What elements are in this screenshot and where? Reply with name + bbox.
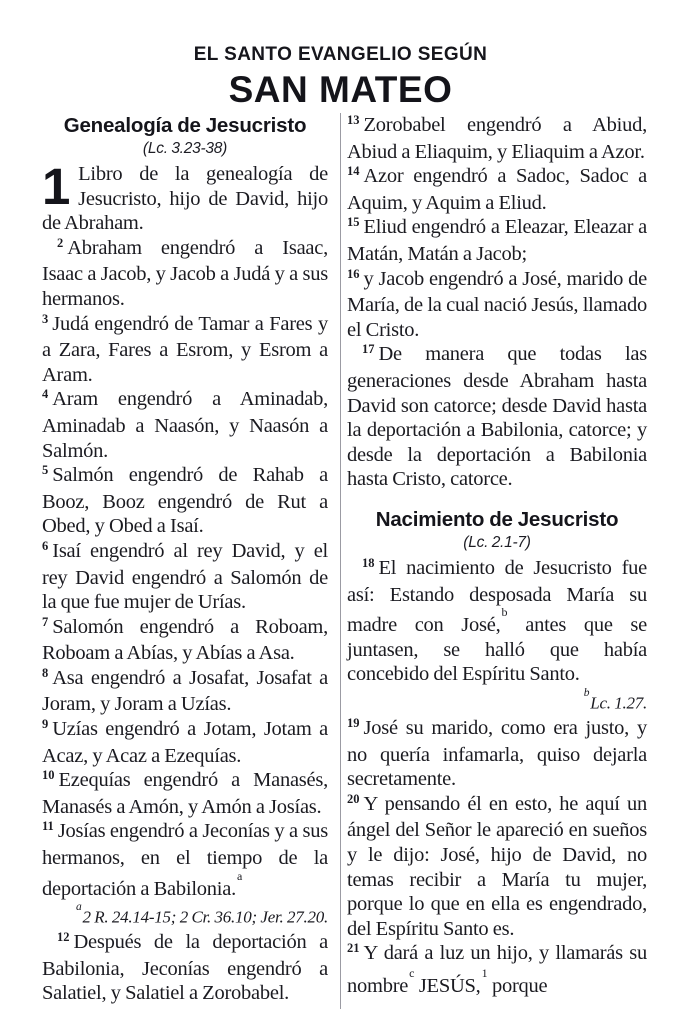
verse — [42, 312, 328, 388]
verse-text: Abraham engendró a Isaac, Isaac a Jacob, y Jacob a Judá y a sus hermanos. — [42, 236, 328, 310]
verse-text: Salmón engendró de Rahab a Booz, Booz engendró de Rut a Obed, y Obed a Isaí. — [42, 464, 328, 538]
verse — [347, 113, 647, 164]
verse-text: porque — [487, 974, 548, 997]
verse-text: y Jacob engendró a José, marido de María, de la cual nació Jesús, llamado el Cristo. — [347, 267, 647, 341]
verse-number: 4 — [42, 387, 49, 402]
footnote-reference-mark: 1 — [481, 965, 488, 980]
verse-text: Azor engendró a Sadoc, Sadoc a Aquim, y Aquim a Eliud. — [347, 165, 647, 214]
footnote-reference-mark: c — [409, 965, 415, 980]
verse-number: 21 — [347, 941, 360, 956]
gospel-kicker: EL SANTO EVANGELIO SEGÚN — [193, 44, 488, 65]
footnote-text: 2 R. 24.14-15; 2 Cr. 36.10; Jer. 27.20. — [82, 907, 328, 927]
verse-number: 18 — [362, 555, 375, 570]
verse-number: 15 — [347, 215, 360, 230]
verse-number: 19 — [347, 715, 360, 730]
verse-text: Isaí engendró al rey David, y el rey David engendró a Salomón de la que fue mujer de Urías. — [42, 539, 328, 614]
footnote-reference-mark: a — [236, 868, 243, 883]
verse-text: Judá engendró de Tamar a Fares y a Zara, Fares a Esrom, y Esrom a Aram. — [42, 312, 328, 386]
verse-text: antes que se juntasen, se halló que había concebido del Espíritu Santo. — [347, 613, 648, 686]
verse-text: JESÚS, — [414, 974, 481, 997]
verse — [347, 215, 647, 266]
footnote — [42, 901, 328, 930]
verse — [42, 236, 328, 312]
parallel-passage-reference: (Lc. 2.1-7) — [463, 533, 531, 551]
section-heading: Nacimiento de Jesucristo — [375, 507, 619, 531]
verse-text: Josías engendró a Jeconías y a sus hermanos, en el tiempo de la deportación a Babilonia. — [42, 820, 328, 900]
verse-text: Libro de la genealogía de Jesucristo, hijo de David, hijo de Abraham. — [42, 163, 328, 235]
verse — [42, 615, 328, 666]
footnote-marker: a — [75, 901, 82, 914]
verse — [42, 819, 328, 901]
verse — [42, 717, 328, 768]
verse — [42, 539, 328, 615]
two-column-text-area — [42, 113, 647, 1006]
verse-number: 12 — [57, 930, 70, 945]
verse — [42, 930, 328, 1006]
verse-text: Eliud engendró a Eleazar, Eleazar a Matán, Matán a Jacob; — [347, 216, 647, 265]
verse-number: 7 — [42, 614, 49, 629]
verse — [42, 463, 328, 539]
verse — [347, 941, 647, 998]
verse — [347, 716, 647, 792]
verse — [347, 342, 647, 492]
verse-number: 3 — [42, 311, 49, 326]
verse-text: Ezequías engendró a Manasés, Manasés a Amón, y Amón a Josías. — [42, 769, 328, 818]
verse-number: 20 — [347, 791, 360, 806]
verse-number: 16 — [347, 266, 360, 281]
verse-number: 13 — [347, 113, 360, 127]
verse-number: 10 — [42, 768, 55, 783]
verse-number: 17 — [362, 342, 375, 357]
verse-text: El nacimiento de Jesucristo fue así: Estando desposada María su madre con José, — [347, 556, 647, 636]
verse — [42, 387, 328, 463]
verse-text: Y dará a luz un hijo, y llamarás su nombre — [347, 942, 647, 997]
parallel-passage-reference: (Lc. 3.23-38) — [142, 140, 228, 157]
verse — [42, 666, 328, 717]
verse-number: 14 — [347, 164, 360, 179]
verse — [347, 164, 647, 215]
verse-text: Salomón engendró a Roboam, Roboam a Abías, y Abías a Asa. — [42, 615, 328, 665]
verse-number: 8 — [42, 665, 49, 680]
verse-number: 5 — [42, 463, 49, 478]
section-heading: Genealogía de Jesucristo — [63, 114, 307, 137]
verse-text: Después de la deportación a Babilonia, Jeconías engendró a Salatiel, y Salatiel a Zorobabel. — [42, 931, 328, 1005]
verse-text: Uzías engendró a Jotam, Jotam a Acaz, y Acaz a Ezequías. — [42, 718, 328, 767]
verse-text: Y pensando él en esto, he aquí un ángel del Señor le apareció en sueños y le dijo: José, hijo de David, no temas recibir a María tu mujer, porque lo que en ella es engendrado, del Espíritu Santo es. — [347, 792, 647, 940]
verse-number: 11 — [42, 819, 54, 834]
verse-text: Asa engendró a Josafat, Josafat a Joram, y Joram a Uzías. — [42, 666, 328, 716]
verse-text: De manera que todas las generaciones desde Abraham hasta David son catorce; desde David hasta la deportación a Babilonia, catorce; y desde la deportación a Babilonia hasta Cristo, catorce. — [347, 343, 647, 491]
verse — [347, 556, 647, 687]
verse — [347, 792, 647, 942]
verse — [347, 267, 647, 343]
footnote-text: Lc. 1.27. — [590, 693, 647, 713]
right-column — [338, 113, 647, 1006]
verse-number: 2 — [57, 235, 64, 250]
book-header — [0, 44, 681, 111]
chapter-number-dropcap: 1 — [42, 158, 71, 215]
footnote-marker: b — [583, 686, 590, 699]
book-title: SAN MATEO — [228, 69, 453, 110]
verse-text: José su marido, como era justo, y no quería infamarla, quiso dejarla secretamente. — [347, 716, 647, 791]
verse-number: 9 — [42, 717, 49, 732]
chapter-opening-verse — [42, 158, 328, 236]
verse-text: Aram engendró a Aminadab, Aminadab a Naasón, y Naasón a Salmón. — [42, 388, 328, 462]
verse — [42, 768, 328, 819]
verse-number: 6 — [42, 538, 49, 553]
footnote-reference-mark: b — [501, 605, 508, 620]
footnote — [347, 687, 647, 716]
verse-text: Zorobabel engendró a Abiud, Abiud a Eliaquim, y Eliaquim a Azor. — [347, 114, 647, 163]
left-column — [42, 113, 338, 1006]
